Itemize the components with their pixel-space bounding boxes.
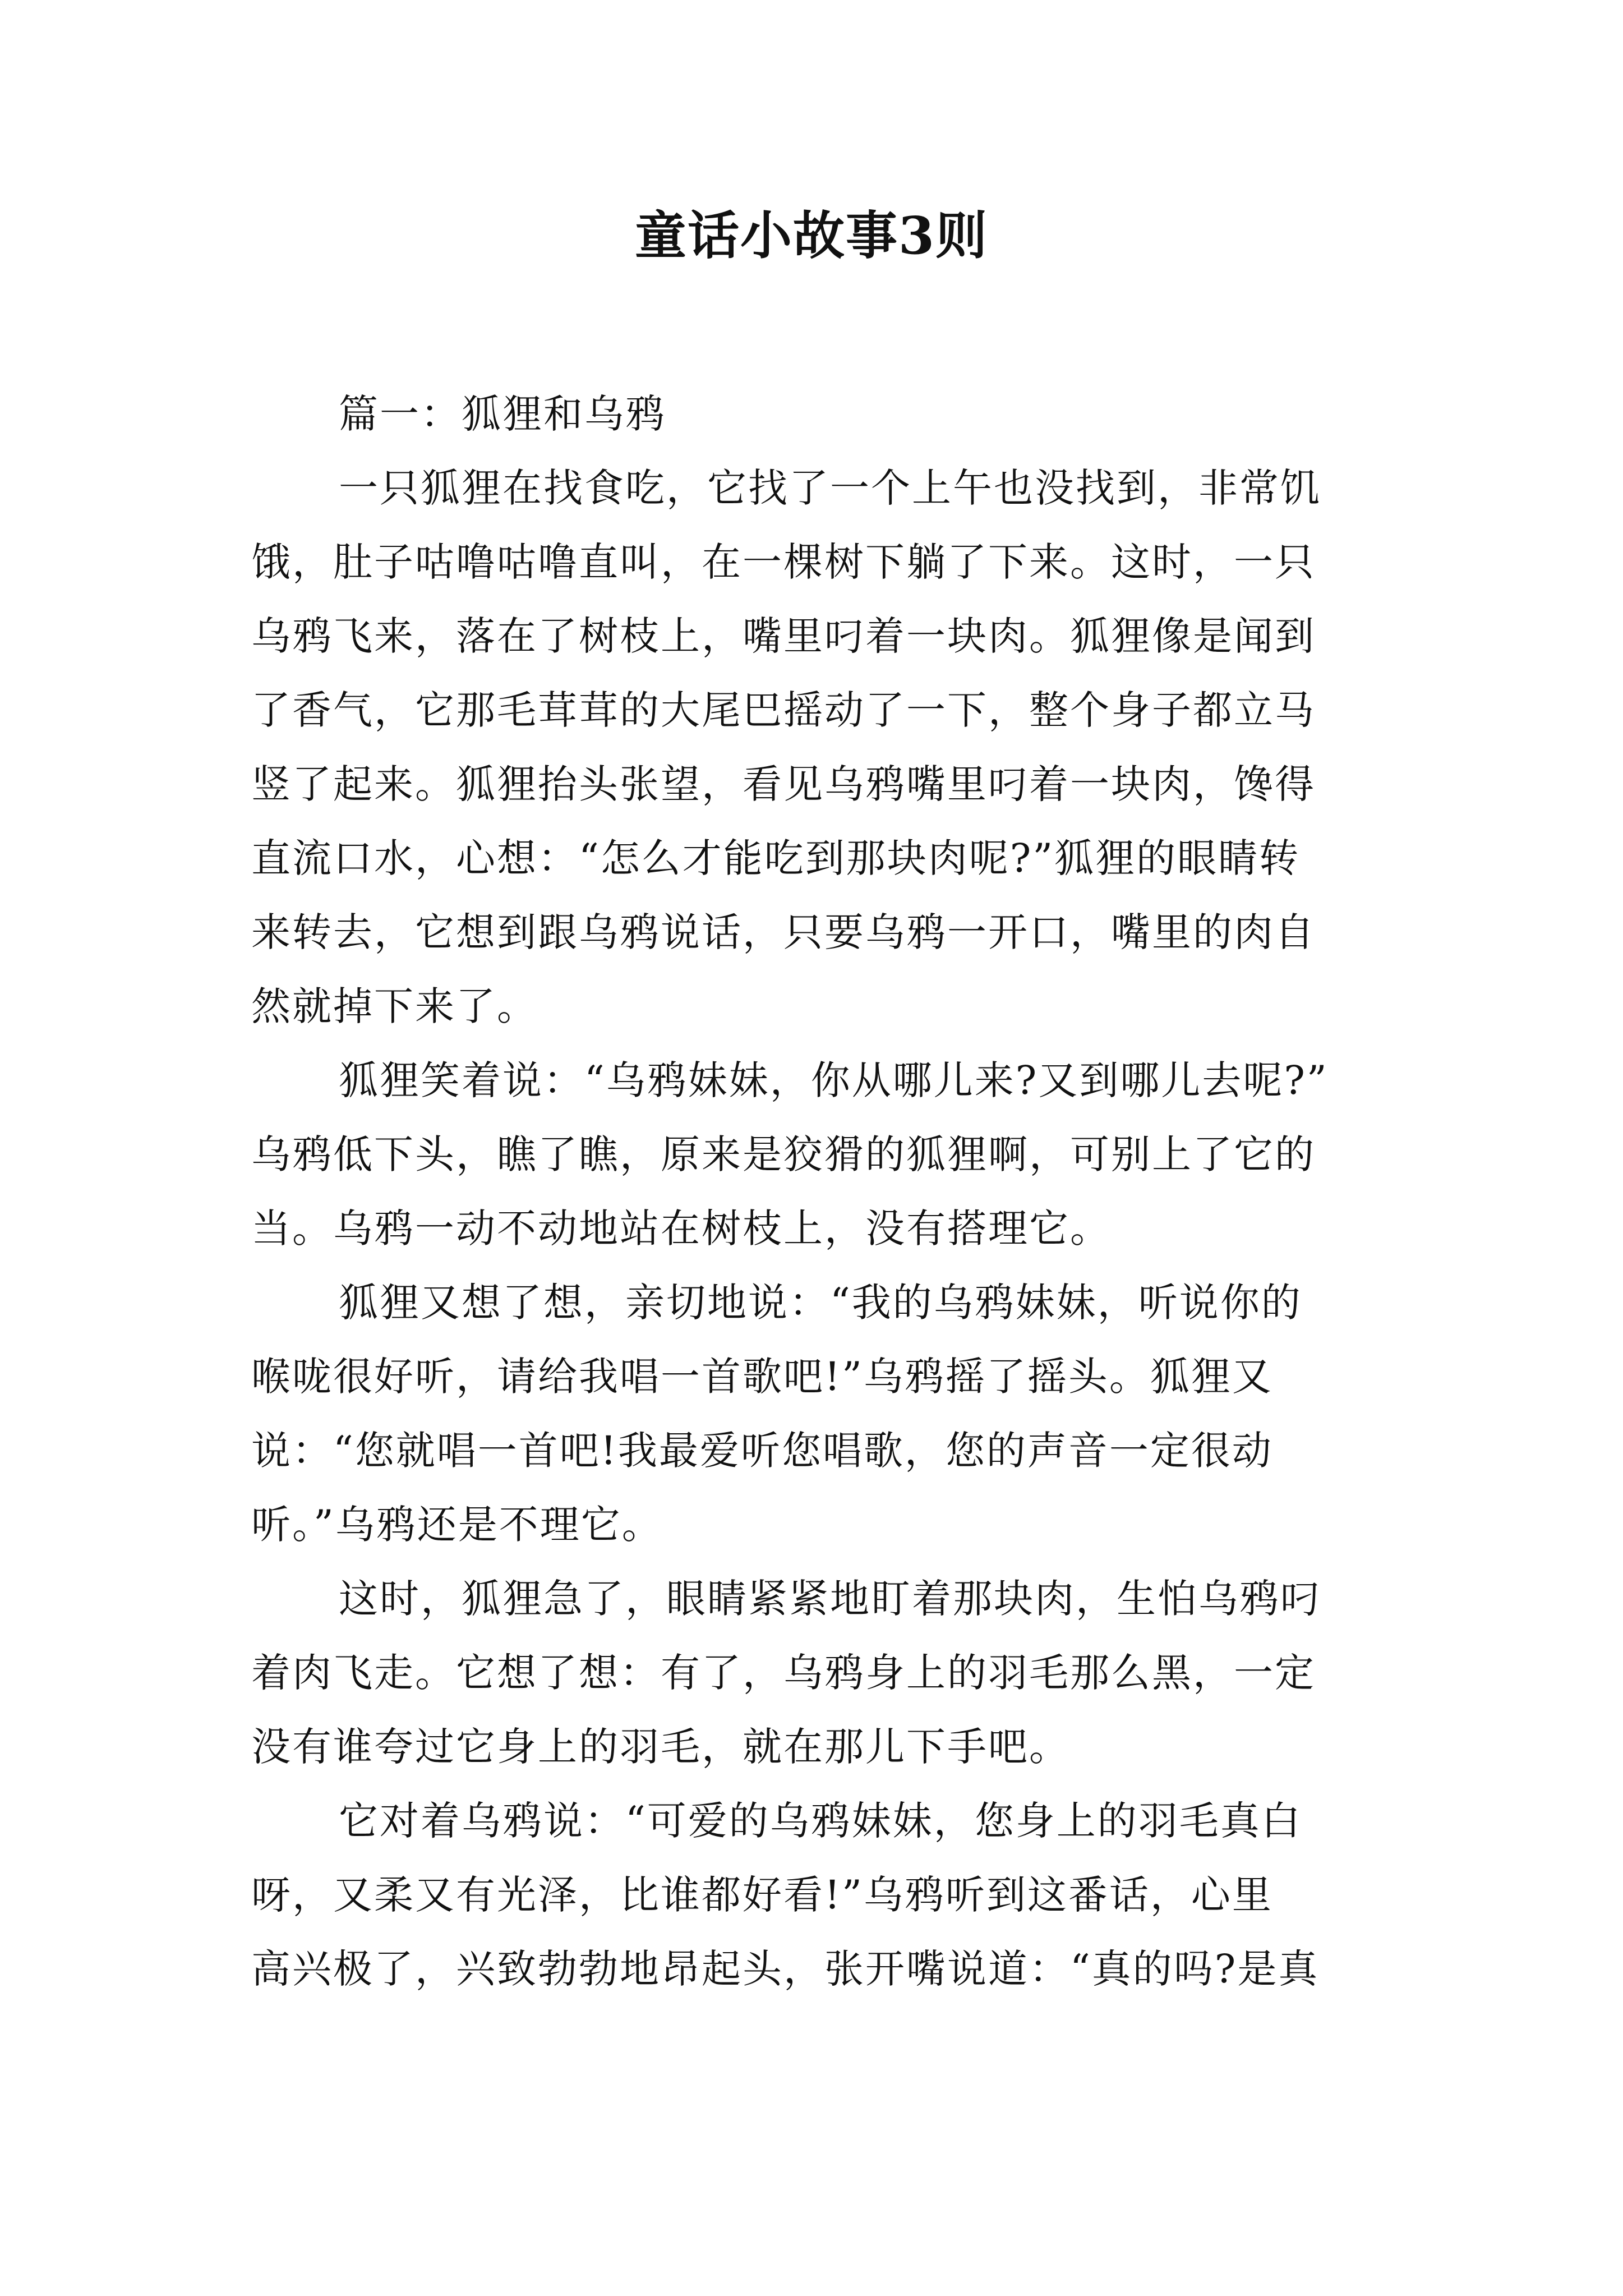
paragraph-line: 来转去，它想到跟乌鸦说话，只要乌鸦一开口，嘴里的肉自 (251, 909, 1316, 955)
paragraph-line: 当。乌鸦一动不动地站在树枝上，没有搭理它。 (251, 1205, 1111, 1251)
paragraph-line: 乌鸦低下头，瞧了瞧，原来是狡猾的狐狸啊，可别上了它的 (251, 1131, 1316, 1177)
paragraph-line: 竖了起来。狐狸抬头张望，看见乌鸦嘴里叼着一块肉，馋得 (251, 761, 1316, 807)
paragraph-line: 乌鸦飞来，落在了树枝上，嘴里叼着一块肉。狐狸像是闻到 (251, 613, 1316, 659)
section-heading: 篇一：狐狸和乌鸦 (339, 391, 666, 437)
paragraph-line: 高兴极了，兴致勃勃地昂起头，张开嘴说道：“真的吗?是真 (251, 1946, 1320, 1992)
paragraph-line: 呀，又柔又有光泽，比谁都好看!”乌鸦听到这番话，心里 (251, 1872, 1273, 1918)
paragraph-line: 没有谁夸过它身上的羽毛，就在那儿下手吧。 (251, 1724, 1070, 1770)
paragraph-line: 一只狐狸在找食吃，它找了一个上午也没找到，非常饥 (339, 465, 1321, 511)
paragraph-line: 狐狸又想了想，亲切地说：“我的乌鸦妹妹，听说你的 (339, 1280, 1302, 1326)
paragraph-line: 听。”乌鸦还是不理它。 (251, 1502, 663, 1548)
paragraph-line: 直流口水，心想：“怎么才能吃到那块肉呢?”狐狸的眼睛转 (251, 835, 1301, 881)
paragraph-line: 说：“您就唱一首吧!我最爱听您唱歌，您的声音一定很动 (251, 1428, 1273, 1474)
paragraph-line: 了香气，它那毛茸茸的大尾巴摇动了一下，整个身子都立马 (251, 687, 1316, 733)
paragraph-line: 它对着乌鸦说：“可爱的乌鸦妹妹，您身上的羽毛真白 (339, 1798, 1302, 1844)
paragraph-line: 这时，狐狸急了，眼睛紧紧地盯着那块肉，生怕乌鸦叼 (339, 1576, 1321, 1622)
paragraph-line: 喉咙很好听，请给我唱一首歌吧!”乌鸦摇了摇头。狐狸又 (251, 1354, 1273, 1400)
paragraph-line: 狐狸笑着说：“乌鸦妹妹，你从哪儿来?又到哪儿去呢?” (339, 1057, 1329, 1103)
paragraph-line: 着肉飞走。它想了想：有了，乌鸦身上的羽毛那么黑，一定 (251, 1650, 1316, 1696)
document-title: 童话小故事3则 (634, 205, 988, 266)
paragraph-line: 饿，肚子咕噜咕噜直叫，在一棵树下躺了下来。这时，一只 (251, 539, 1316, 585)
document-body (251, 377, 1395, 2006)
paragraph-line: 然就掉下来了。 (251, 983, 538, 1029)
